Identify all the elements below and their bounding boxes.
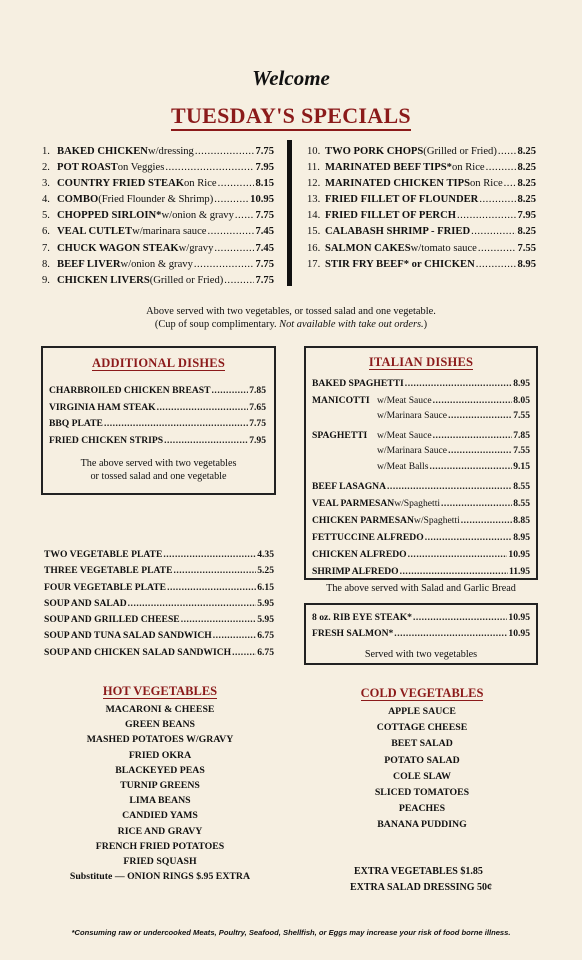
- list-item: GREEN BEANS: [125, 719, 195, 731]
- list-item: CHICKEN PARMESAN w/Spaghetti ..... 8.85: [312, 512, 530, 529]
- italian-dishes-box: [304, 346, 538, 594]
- steak-box: [304, 603, 538, 665]
- specials-right-list: [307, 144, 536, 273]
- list-item: 8. BEEF LIVER w/onion & gravy ..... 7.75: [42, 257, 274, 273]
- italian-dishes-title: ITALIAN DISHES: [368, 355, 474, 369]
- plates-list: [44, 547, 274, 661]
- list-item: BBQ PLATE ..... 7.75: [49, 416, 266, 433]
- list-item: POTATO SALAD: [384, 754, 460, 766]
- list-item: 17. STIR FRY BEEF* or CHICKEN ..... 8.95: [307, 257, 536, 273]
- hot-vegetables-section: [40, 684, 280, 884]
- list-item: w/Marinara Sauce ..... 7.55: [312, 408, 530, 424]
- list-item: TWO VEGETABLE PLATE ..... 4.35: [44, 547, 274, 563]
- list-item: APPLE SAUCE: [388, 706, 456, 717]
- list-item: FRIED SQUASH: [123, 856, 197, 868]
- specials-note-line1: Above served with two vegetables, or tossed salad and one vegetable.: [146, 306, 436, 317]
- steak-list: [312, 610, 530, 642]
- list-item: FRIED CHICKEN STRIPS ..... 7.95: [49, 433, 266, 450]
- list-item: FRENCH FRIED POTATOES: [95, 840, 225, 852]
- hot-vegetables-title: HOT VEGETABLES: [102, 684, 218, 698]
- list-item: 7. CHUCK WAGON STEAK w/gravy ..... 7.45: [42, 241, 274, 257]
- cold-vegetables-list: [302, 704, 542, 834]
- list-item: TURNIP GREENS: [120, 780, 200, 792]
- list-item: CANDIED YAMS: [122, 810, 198, 822]
- list-item: SOUP AND CHICKEN SALAD SANDWICH ..... 6.75: [44, 645, 274, 661]
- hot-vegetables-list: [40, 702, 280, 884]
- italian-dishes-note: The above served with Salad and Garlic Bread: [326, 582, 516, 594]
- list-item: PEACHES: [398, 803, 446, 815]
- divider-bar: [287, 140, 292, 286]
- list-item: FRESH SALMON* ..... 10.95: [312, 626, 530, 642]
- list-item: 10. TWO PORK CHOPS (Grilled or Fried) ..... 8.25: [307, 144, 536, 160]
- extra-salad-dressing: EXTRA SALAD DRESSING 50¢: [350, 882, 492, 893]
- specials-note-line2: (Cup of soup complimentary. Not available with take out orders.): [154, 319, 428, 330]
- list-item: COLE SLAW: [393, 770, 451, 782]
- list-item: 9. CHICKEN LIVERS (Grilled or Fried) ..... 7.75: [42, 273, 274, 289]
- list-item: 1. BAKED CHICKEN w/dressing ..... 7.75: [42, 144, 274, 160]
- list-item: SOUP AND TUNA SALAD SANDWICH ..... 6.75: [44, 628, 274, 644]
- list-item: RICE AND GRAVY: [117, 825, 203, 837]
- list-item: BEEF LASAGNA ..... 8.55: [312, 478, 530, 495]
- italian-dishes-list: [312, 376, 530, 580]
- cold-vegetables-title: COLD VEGETABLES: [360, 686, 484, 700]
- list-item: w/Marinara Sauce ..... 7.55: [312, 443, 530, 459]
- additional-dishes-list: [49, 383, 266, 449]
- list-item: 5. CHOPPED SIRLOIN* w/onion & gravy ..... 7.75: [42, 208, 274, 224]
- list-item: Substitute — ONION RINGS $.95 EXTRA: [69, 871, 251, 883]
- list-item: 12. MARINATED CHICKEN TIPS on Rice ..... 8.25: [307, 176, 536, 192]
- list-item: BLACKEYED PEAS: [115, 764, 205, 776]
- list-item: VEAL PARMESAN w/Spaghetti ..... 8.55: [312, 495, 530, 512]
- extra-vegetables: EXTRA VEGETABLES $1.85: [354, 866, 483, 877]
- list-item: COTTAGE CHEESE: [376, 722, 468, 734]
- list-item: SLICED TOMATOES: [374, 787, 470, 799]
- food-safety-disclaimer: *Consuming raw or undercooked Meats, Poultry, Seafood, Shellfish, or Eggs may increase your risk of food borne illness.: [71, 928, 511, 937]
- list-item: BANANA PUDDING: [377, 819, 467, 831]
- specials-note: [0, 305, 582, 331]
- list-item: 4. COMBO (Fried Flounder & Shrimp) ..... 10.95: [42, 192, 274, 208]
- cold-vegetables-section: [302, 686, 542, 834]
- specials-title: TUESDAY'S SPECIALS: [0, 103, 582, 129]
- list-item: CHICKEN ALFREDO ..... 10.95: [312, 546, 530, 563]
- list-item: BEET SALAD: [391, 738, 453, 750]
- list-item: 11. MARINATED BEEF TIPS* on Rice ..... 8.25: [307, 160, 536, 176]
- list-item: 13. FRIED FILLET OF FLOUNDER ..... 8.25: [307, 192, 536, 208]
- list-item: FRIED OKRA: [128, 749, 192, 761]
- list-item: MACARONI & CHEESE: [105, 704, 215, 715]
- list-item: MANICOTTI w/Meat Sauce ..... 8.05: [312, 393, 530, 409]
- additional-dishes-title: ADDITIONAL DISHES: [92, 356, 225, 370]
- list-item: 14. FRIED FILLET OF PERCH ..... 7.95: [307, 208, 536, 224]
- list-item: w/Meat Balls ..... 9.15: [312, 459, 530, 475]
- specials-left-list: [42, 144, 274, 289]
- list-item: LIMA BEANS: [129, 795, 191, 807]
- list-item: VIRGINIA HAM STEAK ..... 7.65: [49, 400, 266, 417]
- additional-dishes-note: The above served with two vegetables or tossed salad and one vegetable: [80, 458, 237, 482]
- steak-note: Served with two vegetables: [364, 649, 478, 660]
- list-item: 2. POT ROAST on Veggies ..... 7.95: [42, 160, 274, 176]
- list-item: 16. SALMON CAKES w/tomato sauce ..... 7.55: [307, 241, 536, 257]
- list-item: FOUR VEGETABLE PLATE ..... 6.15: [44, 580, 274, 596]
- list-item: SPAGHETTI w/Meat Sauce ..... 7.85: [312, 428, 530, 444]
- list-item: SHRIMP ALFREDO ..... 11.95: [312, 563, 530, 580]
- list-item: SOUP AND GRILLED CHEESE ..... 5.95: [44, 612, 274, 628]
- additional-dishes-box: [41, 346, 276, 495]
- welcome-heading: Welcome: [252, 66, 330, 90]
- list-item: 8 oz. RIB EYE STEAK* ..... 10.95: [312, 610, 530, 626]
- list-item: 6. VEAL CUTLET w/marinara sauce ..... 7.45: [42, 224, 274, 240]
- list-item: THREE VEGETABLE PLATE ..... 5.25: [44, 563, 274, 579]
- list-item: FETTUCCINE ALFREDO ..... 8.95: [312, 529, 530, 546]
- list-item: BAKED SPAGHETTI ..... 8.95: [312, 376, 530, 392]
- list-item: MASHED POTATOES W/GRAVY: [86, 734, 234, 746]
- list-item: 3. COUNTRY FRIED STEAK on Rice ..... 8.15: [42, 176, 274, 192]
- extras: [350, 864, 550, 896]
- list-item: 15. CALABASH SHRIMP - FRIED ..... 8.25: [307, 224, 536, 240]
- list-item: CHARBROILED CHICKEN BREAST ..... 7.85: [49, 383, 266, 400]
- list-item: SOUP AND SALAD ..... 5.95: [44, 596, 274, 612]
